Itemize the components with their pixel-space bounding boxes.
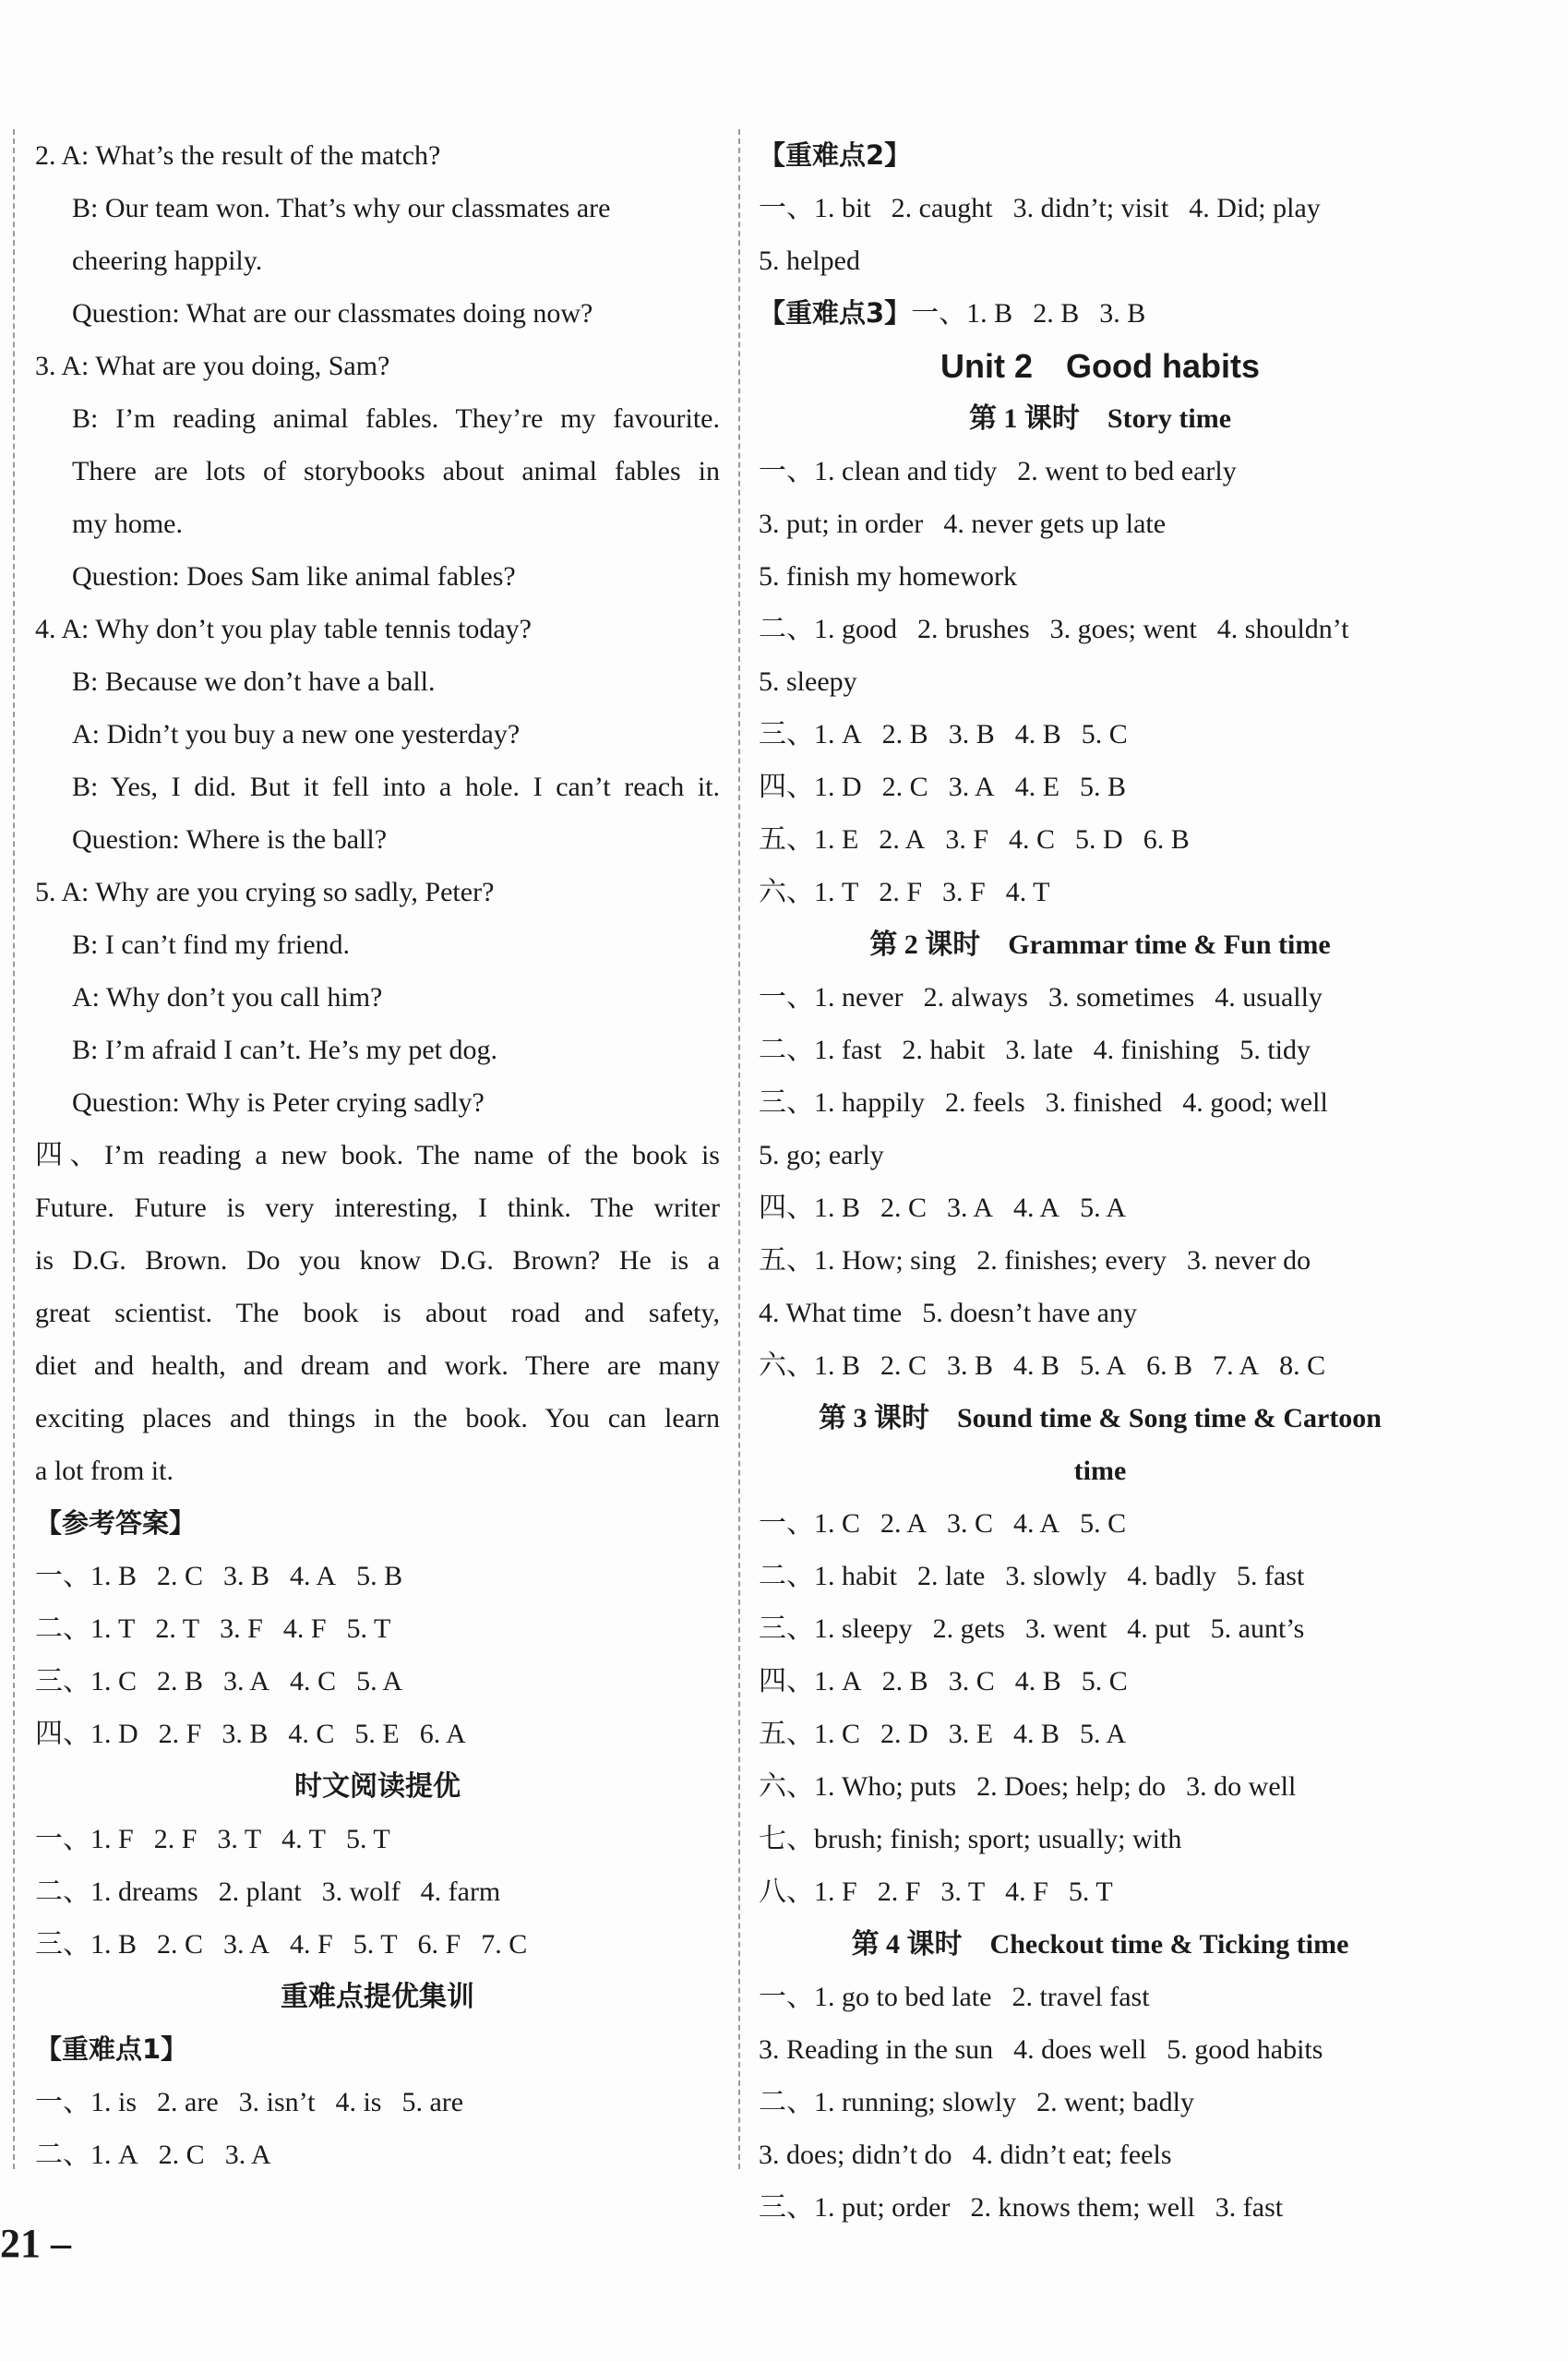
section-heading: 时文阅读提优 bbox=[294, 1771, 461, 1802]
answer-item: 2. A bbox=[880, 1508, 928, 1539]
answer-item: 6. B bbox=[1143, 824, 1190, 855]
answer-item: 八、1. F bbox=[759, 1876, 857, 1907]
answer-item: 七、brush; finish; sport; usually; with bbox=[759, 1824, 1182, 1854]
answer-item: 2. B bbox=[157, 1666, 204, 1697]
answer-item: 三、1. B bbox=[35, 1929, 138, 1960]
answer-item: 一、1. B bbox=[911, 298, 1013, 329]
passage-line: great scientist. The book is about road and safety, bbox=[35, 1298, 720, 1328]
dialog-5-line: Question: Why is Peter crying sadly? bbox=[72, 1087, 485, 1118]
answer-line bbox=[759, 655, 1442, 708]
answer-item: 六、1. T bbox=[759, 877, 859, 907]
answer-item: 4. What time bbox=[759, 1298, 903, 1328]
answer-item: 5. E bbox=[354, 1719, 400, 1749]
answer-item: 3. A bbox=[223, 1666, 270, 1697]
page-number: 21 – bbox=[0, 2221, 71, 2266]
answer-item: 5. are bbox=[401, 2087, 464, 2117]
answer-item: 二、1. good bbox=[759, 614, 897, 644]
answer-line bbox=[759, 813, 1442, 866]
answer-line bbox=[759, 866, 1442, 918]
answer-item: 4. badly bbox=[1127, 1561, 1216, 1591]
answer-line bbox=[759, 1550, 1442, 1602]
answer-item: 2. went to bed early bbox=[1017, 456, 1237, 486]
answer-item: 5. D bbox=[1075, 824, 1123, 855]
answer-item: 3. fast bbox=[1215, 2192, 1284, 2223]
answer-line bbox=[759, 603, 1442, 655]
answer-item: 4. Did; play bbox=[1189, 193, 1321, 223]
passage-line: Future. Future is very interesting, I think. The writer bbox=[35, 1193, 720, 1223]
section-heading: 【重难点2】 bbox=[759, 139, 912, 171]
answer-item: 6. A bbox=[419, 1719, 466, 1749]
answer-item: 4. F bbox=[282, 1613, 327, 1644]
passage-line: is D.G. Brown. Do you know D.G. Brown? He is a bbox=[35, 1245, 720, 1276]
passage-line: 四、I’m reading a new book. The name of the book is bbox=[35, 1140, 720, 1170]
dialog-2-line: 2. A: What’s the result of the match? bbox=[35, 140, 441, 171]
dialog-5-line: B: I’m afraid I can’t. He’s my pet dog. bbox=[72, 1035, 497, 1065]
answer-item: 3. B bbox=[221, 1719, 269, 1749]
answer-item: 3. goes; went bbox=[1049, 614, 1197, 644]
answer-line bbox=[759, 2076, 1442, 2128]
answer-item: 4. never gets up late bbox=[943, 509, 1167, 539]
answer-item: 2. C bbox=[881, 772, 928, 802]
answer-item: 4. B bbox=[1013, 1350, 1060, 1381]
answer-item: 4. T bbox=[281, 1824, 326, 1854]
answer-line bbox=[759, 445, 1442, 498]
answer-item: 四、1. D bbox=[35, 1719, 138, 1749]
answer-item: 2. C bbox=[880, 1350, 928, 1381]
section-heading: 【重难点1】 bbox=[35, 2033, 188, 2065]
dialog-5-line: B: I can’t find my friend. bbox=[72, 929, 351, 960]
answer-item: 4. B bbox=[1014, 719, 1061, 749]
answer-item: 2. plant bbox=[218, 1876, 302, 1907]
answer-item: 2. F bbox=[879, 877, 923, 907]
answer-item: 4. E bbox=[1014, 772, 1060, 802]
answer-item: 4. A bbox=[290, 1561, 337, 1591]
answer-item: 2. gets bbox=[932, 1613, 1005, 1644]
answer-line bbox=[759, 761, 1442, 813]
answer-item: 一、1. is bbox=[35, 2087, 138, 2117]
answer-item: 2. are bbox=[157, 2087, 219, 2117]
left-margin-line bbox=[13, 129, 15, 2169]
answer-item: 3. A bbox=[948, 772, 995, 802]
section-heading: 【参考答案】 bbox=[35, 1507, 197, 1539]
answer-item: 一、1. go to bed late bbox=[759, 1982, 992, 2012]
answer-item: 3. Reading in the sun bbox=[759, 2034, 994, 2065]
answer-item: 2. B bbox=[1033, 298, 1080, 329]
answer-item: 7. A bbox=[1213, 1350, 1260, 1381]
answer-item: 三、1. C bbox=[35, 1666, 138, 1697]
answer-line bbox=[759, 498, 1442, 550]
dialog-4-line: B: Because we don’t have a ball. bbox=[72, 666, 436, 697]
answer-item: 2. brushes bbox=[917, 614, 1030, 644]
answer-item: 6. B bbox=[1146, 1350, 1193, 1381]
answer-line bbox=[35, 1655, 720, 1708]
answer-line bbox=[759, 2128, 1442, 2181]
answer-line bbox=[759, 1602, 1442, 1655]
answer-item: 一、1. B bbox=[35, 1561, 138, 1591]
answer-item: 5. T bbox=[345, 1824, 390, 1854]
answer-item: 4. F bbox=[290, 1929, 333, 1960]
answer-item: 3. sometimes bbox=[1047, 982, 1195, 1013]
dialog-4-line: A: Didn’t you buy a new one yesterday? bbox=[72, 719, 521, 749]
answer-item: 3. slowly bbox=[1005, 1561, 1107, 1591]
answer-item: 4. is bbox=[335, 2087, 382, 2117]
answer-line bbox=[759, 1181, 1442, 1234]
unit-title: Unit 2 Good habits bbox=[940, 347, 1260, 385]
answer-item: 4. A bbox=[1013, 1193, 1060, 1223]
answer-item: 四、1. D bbox=[759, 772, 862, 802]
answer-item: 4. C bbox=[288, 1719, 335, 1749]
dialog-4-line: B: Yes, I did. But it fell into a hole. I can’t reach it. bbox=[72, 772, 720, 802]
answer-line bbox=[759, 1708, 1442, 1760]
answer-item: 一、1. F bbox=[35, 1824, 134, 1854]
answer-item: 3. F bbox=[220, 1613, 263, 1644]
answer-item: 2. C bbox=[880, 1193, 928, 1223]
answer-item: 4. T bbox=[1005, 877, 1050, 907]
answer-item: 2. D bbox=[880, 1719, 928, 1749]
lesson-title: 第 3 课时 Sound time & Song time & Cartoon bbox=[818, 1403, 1382, 1433]
answer-line bbox=[35, 2076, 720, 2128]
answer-item: 5. T bbox=[1068, 1876, 1113, 1907]
answer-item: 5. B bbox=[1080, 772, 1127, 802]
answer-item: 一、1. never bbox=[759, 982, 904, 1013]
answer-item: 三、1. put; order bbox=[759, 2192, 951, 2223]
answer-item: 4. farm bbox=[420, 1876, 501, 1907]
answer-line bbox=[35, 1550, 720, 1602]
answer-item: 5. C bbox=[1080, 1508, 1127, 1539]
answer-item: 3. does; didn’t do bbox=[759, 2140, 952, 2170]
answer-item: 2. C bbox=[158, 2140, 205, 2170]
answer-item: 4. C bbox=[1009, 824, 1056, 855]
answer-item: 2. B bbox=[881, 719, 928, 749]
answer-item: 3. put; in order bbox=[759, 509, 924, 539]
answer-line bbox=[759, 1076, 1442, 1129]
answer-item: 3. A bbox=[224, 2140, 271, 2170]
lesson-title: 第 2 课时 Grammar time & Fun time bbox=[869, 929, 1331, 960]
answer-item: 2. always bbox=[923, 982, 1028, 1013]
key3-line bbox=[759, 287, 1442, 340]
answer-item: 3. do well bbox=[1186, 1771, 1297, 1802]
answer-line bbox=[759, 1813, 1442, 1865]
lesson-title: 第 1 课时 Story time bbox=[968, 403, 1232, 434]
passage-line: a lot from it. bbox=[35, 1456, 174, 1486]
answer-item: 5. C bbox=[1081, 1666, 1128, 1697]
answer-item: 3. F bbox=[945, 824, 989, 855]
answer-item: 六、1. B bbox=[759, 1350, 861, 1381]
answer-item: 2. C bbox=[157, 1929, 204, 1960]
answer-item: 2. C bbox=[157, 1561, 204, 1591]
answer-line bbox=[35, 2128, 720, 2181]
answer-item: 三、1. sleepy bbox=[759, 1613, 913, 1644]
answer-item: 2. knows them; well bbox=[970, 2192, 1195, 2223]
answer-item: 六、1. Who; puts bbox=[759, 1771, 957, 1802]
answer-item: 2. A bbox=[879, 824, 926, 855]
answer-item: 2. habit bbox=[902, 1035, 986, 1065]
answer-item: 5. T bbox=[353, 1929, 398, 1960]
answer-item: 4. A bbox=[1013, 1508, 1060, 1539]
answer-item: 2. went; badly bbox=[1036, 2087, 1194, 2117]
answer-item: 三、1. A bbox=[759, 719, 862, 749]
answer-item: 2. finishes; every bbox=[976, 1245, 1167, 1276]
dialog-3-line: B: I’m reading animal fables. They’re my favourite. bbox=[72, 403, 720, 434]
answer-item: 2. caught bbox=[891, 193, 993, 223]
answer-line bbox=[759, 971, 1442, 1024]
answer-line bbox=[759, 234, 1442, 287]
answer-item: 3. wolf bbox=[321, 1876, 401, 1907]
answer-line bbox=[759, 1129, 1442, 1181]
answer-item: 四、1. B bbox=[759, 1193, 861, 1223]
answer-item: 3. C bbox=[947, 1508, 994, 1539]
section-heading: 重难点提优集训 bbox=[281, 1982, 474, 2012]
answer-item: 3. B bbox=[1099, 298, 1146, 329]
answer-line bbox=[759, 1287, 1442, 1339]
answer-item: 4. didn’t eat; feels bbox=[972, 2140, 1172, 2170]
answer-item: 4. F bbox=[1005, 1876, 1048, 1907]
answer-item: 2. late bbox=[917, 1561, 986, 1591]
column-divider bbox=[738, 129, 740, 2169]
answer-item: 8. C bbox=[1279, 1350, 1326, 1381]
answer-item: 一、1. clean and tidy bbox=[759, 456, 998, 486]
answer-item: 5. B bbox=[356, 1561, 403, 1591]
dialog-2-line: Question: What are our classmates doing now? bbox=[72, 298, 593, 329]
answer-item: 5. good habits bbox=[1167, 2034, 1323, 2065]
answer-item: 3. didn’t; visit bbox=[1012, 193, 1169, 223]
answer-line bbox=[35, 1813, 720, 1865]
answer-item: 2. travel fast bbox=[1011, 1982, 1150, 2012]
answer-item: 2. T bbox=[155, 1613, 200, 1644]
answer-item: 二、1. A bbox=[35, 2140, 138, 2170]
answer-line bbox=[759, 2181, 1442, 2234]
dialog-5-line: A: Why don’t you call him? bbox=[72, 982, 383, 1013]
answer-item: 5. A bbox=[1080, 1350, 1127, 1381]
dialog-2-line: B: Our team won. That’s why our classmates are bbox=[72, 193, 611, 223]
answer-item: 4. shouldn’t bbox=[1216, 614, 1349, 644]
answer-line bbox=[759, 708, 1442, 761]
answer-item: 4. good; well bbox=[1182, 1087, 1328, 1118]
answer-item: 3. F bbox=[942, 877, 986, 907]
answer-item: 4. does well bbox=[1013, 2034, 1147, 2065]
answer-item: 5. sleepy bbox=[759, 666, 857, 697]
answer-item: 四、1. A bbox=[759, 1666, 862, 1697]
answer-item: 4. put bbox=[1127, 1613, 1191, 1644]
answer-item: 3. T bbox=[940, 1876, 986, 1907]
answer-line bbox=[759, 550, 1442, 603]
answer-item: 5. A bbox=[1080, 1719, 1127, 1749]
answer-item: 3. C bbox=[948, 1666, 995, 1697]
dialog-2-line: cheering happily. bbox=[72, 246, 263, 276]
answer-item: 6. F bbox=[417, 1929, 461, 1960]
answer-line bbox=[759, 182, 1442, 234]
answer-item: 二、1. running; slowly bbox=[759, 2087, 1017, 2117]
answer-line bbox=[35, 1708, 720, 1760]
lesson-title: 第 4 课时 Checkout time & Ticking time bbox=[851, 1929, 1349, 1960]
answer-item: 3. A bbox=[223, 1929, 270, 1960]
answer-item: 3. went bbox=[1024, 1613, 1107, 1644]
passage-line: diet and health, and dream and work. There are many bbox=[35, 1350, 720, 1381]
answer-item: 2. F bbox=[877, 1876, 921, 1907]
answer-item: 一、1. C bbox=[759, 1508, 861, 1539]
answer-item: 二、1. dreams bbox=[35, 1876, 198, 1907]
answer-line bbox=[759, 1497, 1442, 1550]
answer-item: 二、1. T bbox=[35, 1613, 136, 1644]
dialog-4-line: Question: Where is the ball? bbox=[72, 824, 388, 855]
answer-line bbox=[35, 1865, 720, 1918]
answer-line bbox=[759, 1024, 1442, 1076]
answer-item: 2. F bbox=[153, 1824, 197, 1854]
answer-item: 二、1. fast bbox=[759, 1035, 882, 1065]
answer-item: 5. C bbox=[1081, 719, 1128, 749]
answer-item: 4. C bbox=[290, 1666, 337, 1697]
answer-item: 5. A bbox=[356, 1666, 403, 1697]
answer-item: 2. Does; help; do bbox=[976, 1771, 1167, 1802]
answer-item: 3. late bbox=[1005, 1035, 1073, 1065]
answer-line bbox=[759, 1760, 1442, 1813]
answer-item: 5. A bbox=[1080, 1193, 1127, 1223]
passage-line: exciting places and things in the book. You can learn bbox=[35, 1403, 720, 1433]
answer-line bbox=[759, 1865, 1442, 1918]
answer-item: 4. finishing bbox=[1093, 1035, 1220, 1065]
dialog-5-line: 5. A: Why are you crying so sadly, Peter? bbox=[35, 877, 495, 907]
answer-item: 一、1. bit bbox=[759, 193, 871, 223]
answer-item: 2. feels bbox=[945, 1087, 1025, 1118]
answer-item: 5. go; early bbox=[759, 1140, 884, 1170]
answer-item: 3. E bbox=[948, 1719, 994, 1749]
lesson-title: time bbox=[1073, 1456, 1127, 1486]
answer-line bbox=[35, 1918, 720, 1971]
answer-item: 4. usually bbox=[1215, 982, 1323, 1013]
answer-item: 3. finished bbox=[1045, 1087, 1163, 1118]
left-column bbox=[35, 129, 720, 2181]
answer-item: 3. T bbox=[217, 1824, 262, 1854]
answer-item: 4. B bbox=[1013, 1719, 1060, 1749]
answer-item: 3. isn’t bbox=[238, 2087, 316, 2117]
answer-line bbox=[759, 1339, 1442, 1392]
answer-item: 5. aunt’s bbox=[1210, 1613, 1305, 1644]
dialog-4-line: 4. A: Why don’t you play table tennis today? bbox=[35, 614, 532, 644]
answer-item: 4. B bbox=[1014, 1666, 1061, 1697]
answer-item: 3. B bbox=[223, 1561, 270, 1591]
answer-item: 三、1. happily bbox=[759, 1087, 925, 1118]
answer-item: 3. B bbox=[948, 719, 995, 749]
answer-item: 五、1. C bbox=[759, 1719, 861, 1749]
answer-item: 3. never do bbox=[1186, 1245, 1311, 1276]
answer-item: 5. T bbox=[346, 1613, 391, 1644]
answer-item: 五、1. How; sing bbox=[759, 1245, 957, 1276]
right-column bbox=[759, 129, 1442, 2234]
answer-item: 5. finish my homework bbox=[759, 561, 1017, 592]
answer-item: 5. doesn’t have any bbox=[922, 1298, 1137, 1328]
answer-item: 3. B bbox=[947, 1350, 994, 1381]
answer-item: 3. A bbox=[947, 1193, 994, 1223]
answer-item: 5. helped bbox=[759, 246, 860, 276]
answer-line bbox=[759, 1655, 1442, 1708]
answer-item: 五、1. E bbox=[759, 824, 859, 855]
answer-item: 2. B bbox=[881, 1666, 928, 1697]
answer-item: 二、1. habit bbox=[759, 1561, 897, 1591]
answer-item: 5. tidy bbox=[1239, 1035, 1311, 1065]
dialog-3-line: my home. bbox=[72, 509, 183, 539]
answer-item: 5. fast bbox=[1236, 1561, 1305, 1591]
dialog-3-line: 3. A: What are you doing, Sam? bbox=[35, 351, 390, 381]
section-heading: 【重难点3】 bbox=[759, 297, 912, 329]
answer-line bbox=[759, 1234, 1442, 1287]
answer-item: 2. F bbox=[158, 1719, 202, 1749]
answer-line bbox=[35, 1602, 720, 1655]
dialog-3-line: Question: Does Sam like animal fables? bbox=[72, 561, 516, 592]
dialog-3-line: There are lots of storybooks about animal fables in bbox=[72, 456, 720, 486]
answer-line bbox=[759, 1971, 1442, 2023]
answer-item: 7. C bbox=[481, 1929, 528, 1960]
answer-line bbox=[759, 2023, 1442, 2076]
